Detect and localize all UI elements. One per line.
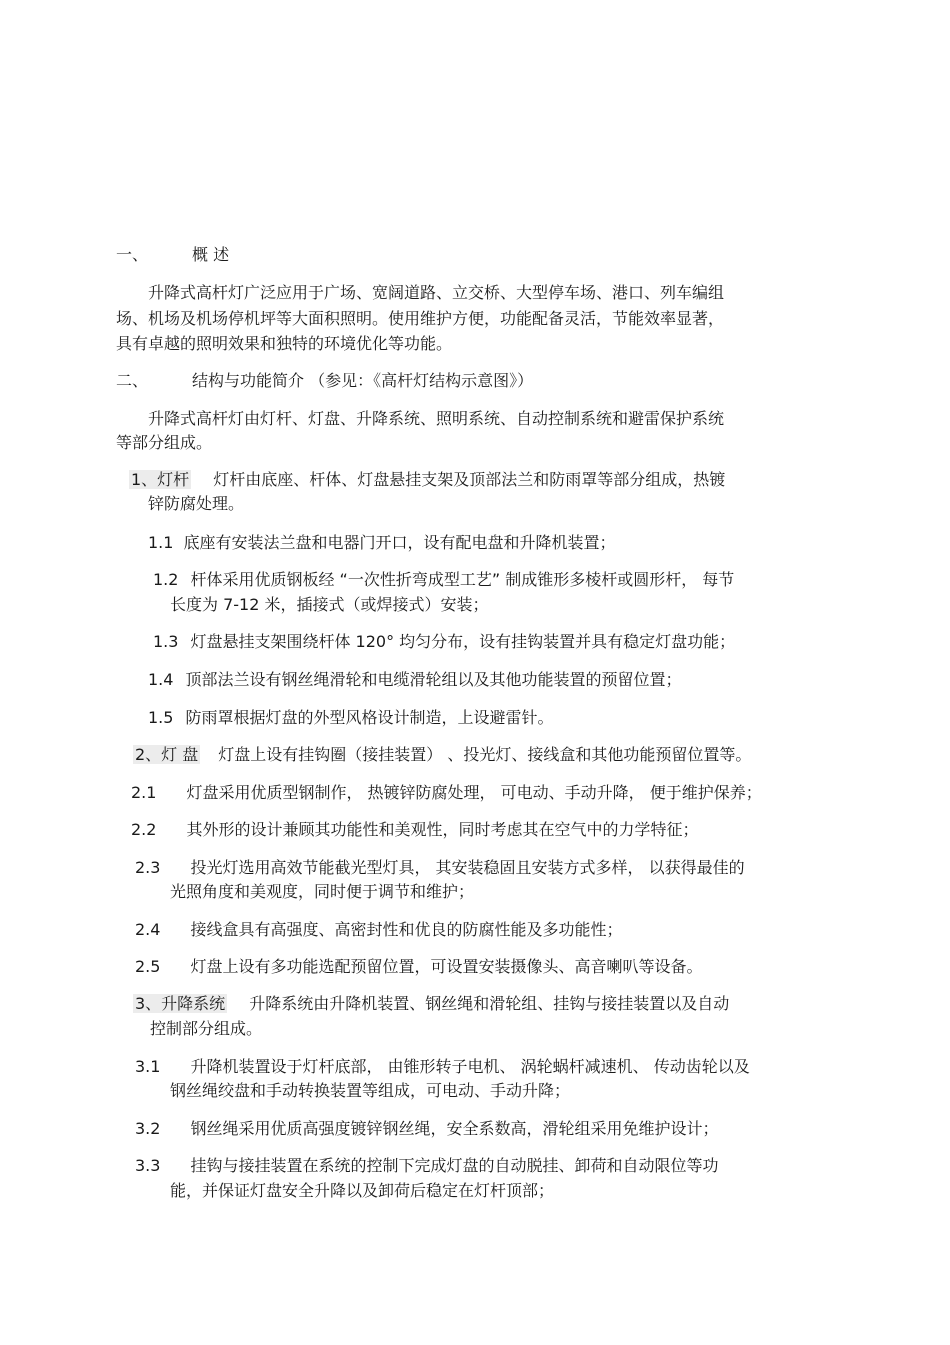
- item-2-1: [131, 783, 762, 803]
- section-2-title: 结构与功能简介 （参见：《高杆灯结构示意图》）: [192, 371, 534, 390]
- paragraph-2-line-2: 等部分组成。: [116, 433, 213, 452]
- section-1-title: 概 述: [192, 245, 230, 264]
- item-3-1-line-2: 钢丝绳绞盘和手动转换装置等组成，可电动、手动升降；: [170, 1081, 571, 1100]
- part-1-intro-line-2: 锌防腐处理。: [148, 494, 245, 513]
- part-3-intro-line-2: 控制部分组成。: [150, 1019, 263, 1038]
- item-number: 3.2: [135, 1119, 161, 1138]
- item-2-3-line-2: 光照角度和美观度，同时便于调节和维护；: [170, 882, 475, 901]
- item-2-5: [135, 957, 702, 977]
- item-number: 1.2: [153, 570, 179, 589]
- item-text: 杆体采用优质钢板经 “一次性折弯成型工艺” 制成锥形多棱杆或圆形杆， 每节: [190, 570, 735, 589]
- part-2-label: 2、灯 盘: [135, 745, 199, 764]
- item-1-2: [153, 570, 734, 590]
- item-2-4: [135, 920, 622, 940]
- item-3-3-line-2: 能，并保证灯盘安全升降以及卸荷后稳定在灯杆顶部；: [170, 1181, 555, 1200]
- section-1-number: 一、: [116, 245, 149, 264]
- item-text: 其外形的设计兼顾其功能性和美观性，同时考虑其在空气中的力学特征；: [186, 820, 699, 839]
- part-3-intro-line-1: [133, 994, 729, 1014]
- item-1-2-line-2: 长度为 7-12 米，插接式（或焊接式）安装；: [170, 595, 489, 614]
- item-3-2: [135, 1119, 718, 1139]
- item-number: 1.5: [148, 708, 174, 727]
- part-1-label: 1、灯杆: [131, 470, 190, 489]
- item-2-2: [131, 820, 698, 840]
- item-3-3: [135, 1156, 718, 1176]
- paragraph-2-line-1: 升降式高杆灯由灯杆、灯盘、升降系统、照明系统、自动控制系统和避雷保护系统: [148, 409, 725, 428]
- item-text: 钢丝绳采用优质高强度镀锌钢丝绳，安全系数高，滑轮组采用免维护设计；: [190, 1119, 719, 1138]
- item-1-4: [148, 670, 681, 690]
- item-1-3: [153, 632, 735, 652]
- item-text: 防雨罩根据灯盘的外型风格设计制造，上设避雷针。: [185, 708, 554, 727]
- item-text: 升降机装置设于灯杆底部， 由锥形转子电机、 涡轮蜗杆减速机、 传动齿轮以及: [190, 1057, 750, 1076]
- item-number: 2.1: [131, 783, 157, 802]
- section-1-heading: [116, 245, 229, 265]
- item-text: 挂钩与接挂装置在系统的控制下完成灯盘的自动脱挂、卸荷和自动限位等功: [190, 1156, 719, 1175]
- part-1-intro-text: 灯杆由底座、杆体、灯盘悬挂支架及顶部法兰和防雨罩等部分组成，热镀: [213, 470, 726, 489]
- item-number: 1.1: [148, 533, 174, 552]
- item-text: 灯盘采用优质型钢制作， 热镀锌防腐处理， 可电动、手动升降， 便于维护保养；: [186, 783, 762, 802]
- section-2-heading: [116, 371, 533, 391]
- item-number: 2.3: [135, 858, 161, 877]
- paragraph-1-line-2: 场、机场及机场停机坪等大面积照明。使用维护方便，功能配备灵活，节能效率显著，: [116, 309, 725, 328]
- part-1-intro-line-1: [129, 470, 725, 490]
- item-number: 2.4: [135, 920, 161, 939]
- item-text: 投光灯选用高效节能截光型灯具， 其安装稳固且安装方式多样， 以获得最佳的: [190, 858, 745, 877]
- section-2-number: 二、: [116, 371, 149, 390]
- part-2-intro-text: 灯盘上设有挂钩圈（接挂装置） 、投光灯、接线盒和其他功能预留位置等。: [218, 745, 752, 764]
- item-2-3: [135, 858, 745, 878]
- paragraph-1-line-1: 升降式高杆灯广泛应用于广场、宽阔道路、立交桥、大型停车场、港口、列车编组: [148, 283, 725, 302]
- item-text: 灯盘悬挂支架围绕杆体 120° 均匀分布，设有挂钩装置并具有稳定灯盘功能；: [190, 632, 736, 651]
- item-number: 3.3: [135, 1156, 161, 1175]
- part-3-label: 3、升降系统: [135, 994, 226, 1013]
- item-text: 底座有安装法兰盘和电器门开口，设有配电盘和升降机装置；: [183, 533, 616, 552]
- item-text: 顶部法兰设有钢丝绳滑轮和电缆滑轮组以及其他功能装置的预留位置；: [185, 670, 682, 689]
- item-text: 接线盒具有高强度、高密封性和优良的防腐性能及多功能性；: [190, 920, 623, 939]
- paragraph-1-line-3: 具有卓越的照明效果和独特的环境优化等功能。: [116, 334, 453, 353]
- item-number: 3.1: [135, 1057, 161, 1076]
- part-3-intro-text: 升降系统由升降机装置、钢丝绳和滑轮组、挂钩与接挂装置以及自动: [249, 994, 730, 1013]
- item-1-1: [148, 533, 615, 553]
- item-number: 1.4: [148, 670, 174, 689]
- part-2-intro-line-1: [133, 745, 751, 765]
- item-3-1: [135, 1057, 750, 1077]
- item-1-5: [148, 708, 553, 728]
- item-number: 2.5: [135, 957, 161, 976]
- item-text: 灯盘上设有多功能选配预留位置，可设置安装摄像头、高音喇叭等设备。: [190, 957, 703, 976]
- item-number: 1.3: [153, 632, 179, 651]
- item-number: 2.2: [131, 820, 157, 839]
